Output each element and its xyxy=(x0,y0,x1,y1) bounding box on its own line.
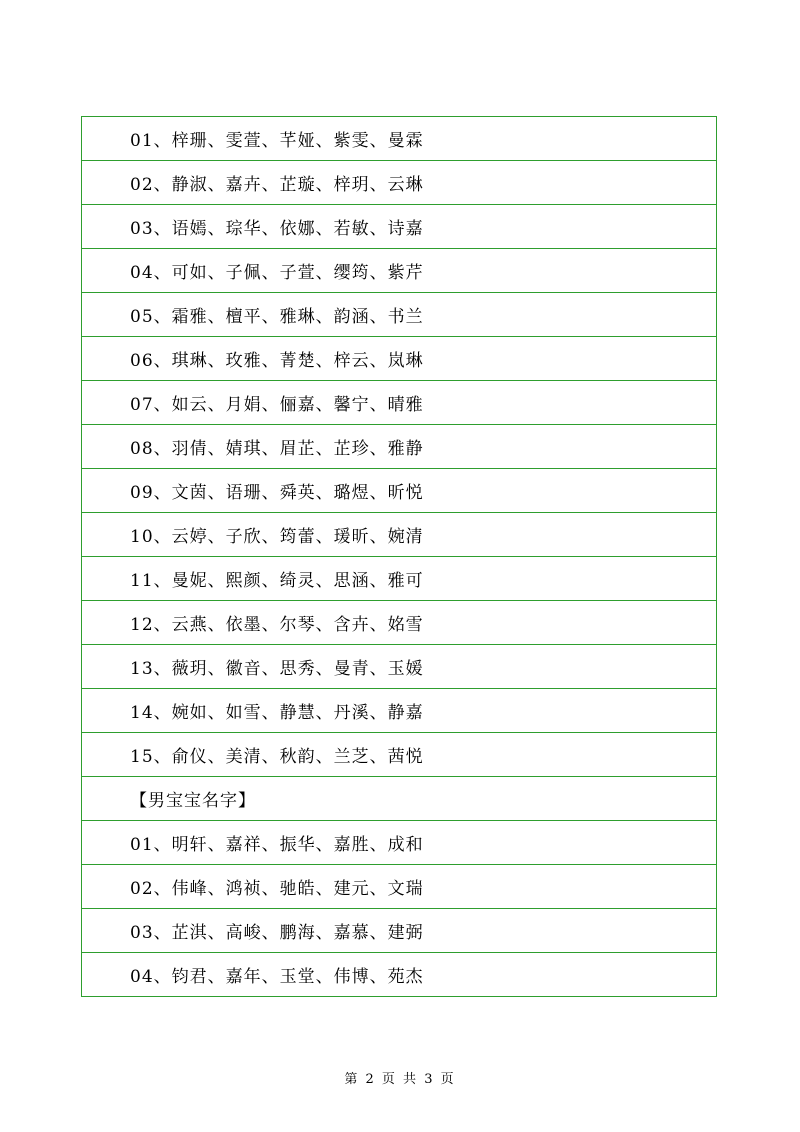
name-row-text: 01、梓珊、雯萱、芊娅、紫雯、曼霖 xyxy=(82,117,717,161)
name-row-text: 08、羽倩、婧琪、眉芷、芷珍、雅静 xyxy=(82,425,717,469)
name-row-text: 05、霜雅、檀平、雅琳、韵涵、书兰 xyxy=(82,293,717,337)
name-row-text: 14、婉如、如雪、静慧、丹溪、静嘉 xyxy=(82,689,717,733)
section-heading-boy-names: 【男宝宝名字】 xyxy=(82,777,717,821)
table-row xyxy=(82,337,717,381)
table-row xyxy=(82,117,717,161)
table-row xyxy=(82,865,717,909)
table-row xyxy=(82,249,717,293)
name-row-text: 01、明轩、嘉祥、振华、嘉胜、成和 xyxy=(82,821,717,865)
name-row-text: 06、琪琳、玫雅、菁楚、梓云、岚琳 xyxy=(82,337,717,381)
names-table xyxy=(81,116,717,997)
table-row xyxy=(82,601,717,645)
table-row xyxy=(82,645,717,689)
table-row xyxy=(82,293,717,337)
table-row xyxy=(82,425,717,469)
name-row-text: 15、俞仪、美清、秋韵、兰芝、茜悦 xyxy=(82,733,717,777)
name-row-text: 12、云燕、依墨、尔琴、含卉、姳雪 xyxy=(82,601,717,645)
table-row xyxy=(82,161,717,205)
table-row xyxy=(82,777,717,821)
name-row-text: 02、伟峰、鸿祯、驰皓、建元、文瑞 xyxy=(82,865,717,909)
names-table-body xyxy=(82,117,717,997)
name-row-text: 07、如云、月娟、俪嘉、馨宁、晴雅 xyxy=(82,381,717,425)
table-row xyxy=(82,469,717,513)
table-row xyxy=(82,689,717,733)
table-row xyxy=(82,205,717,249)
name-row-text: 04、可如、子佩、子萱、缨筠、紫芹 xyxy=(82,249,717,293)
name-row-text: 11、曼妮、熙颜、绮灵、思涵、雅可 xyxy=(82,557,717,601)
name-row-text: 04、钧君、嘉年、玉堂、伟博、苑杰 xyxy=(82,953,717,997)
table-row xyxy=(82,733,717,777)
page-footer: 第 2 页 共 3 页 xyxy=(344,1072,456,1087)
table-row xyxy=(82,909,717,953)
table-row xyxy=(82,557,717,601)
table-row xyxy=(82,821,717,865)
table-row xyxy=(82,381,717,425)
name-row-text: 10、云婷、子欣、筠蕾、瑗昕、婉清 xyxy=(82,513,717,557)
name-row-text: 09、文茵、语珊、舜英、璐煜、昕悦 xyxy=(82,469,717,513)
name-row-text: 03、芷淇、高峻、鹏海、嘉慕、建弼 xyxy=(82,909,717,953)
table-row xyxy=(82,953,717,997)
name-row-text: 02、静淑、嘉卉、芷璇、梓玥、云琳 xyxy=(82,161,717,205)
name-row-text: 03、语嫣、琮华、依娜、若敏、诗嘉 xyxy=(82,205,717,249)
name-row-text: 13、薇玥、徽音、思秀、曼青、玉媛 xyxy=(82,645,717,689)
table-row xyxy=(82,513,717,557)
